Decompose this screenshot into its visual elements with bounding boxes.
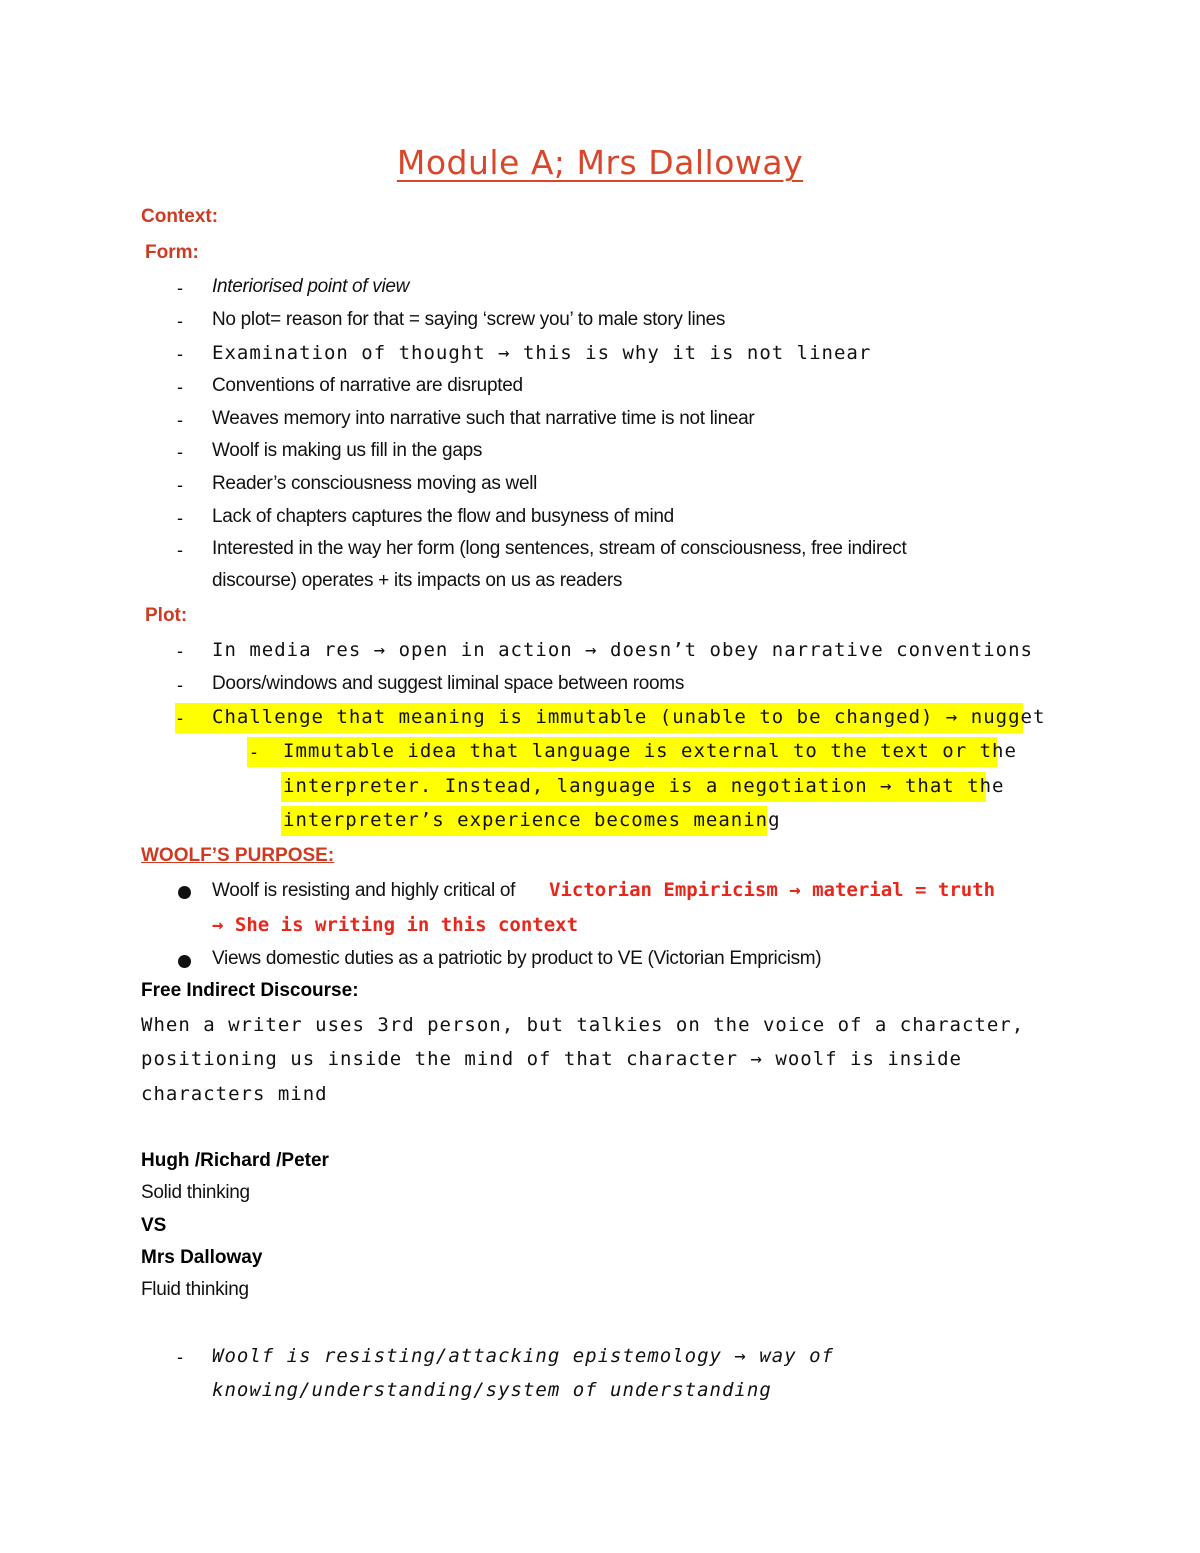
- bullet-icon: [178, 886, 191, 899]
- fid-heading: Free Indirect Discourse:: [141, 980, 359, 1001]
- list-item: Doors/windows and suggest liminal space between rooms: [212, 673, 685, 694]
- list-item: In media res → open in action → doesn’t obey narrative conventions: [212, 639, 1033, 661]
- list-item: Woolf is making us fill in the gaps: [212, 440, 483, 461]
- context-heading: Context:: [141, 206, 219, 227]
- list-item: Lack of chapters captures the flow and busyness of mind: [212, 506, 674, 527]
- list-dash: -: [177, 675, 183, 695]
- list-dash: -: [177, 708, 183, 728]
- plot-heading: Plot:: [145, 605, 188, 626]
- list-dash: -: [177, 377, 183, 397]
- sub-list-item-continuation: interpreter. Instead, language is a negotiation → that the: [283, 775, 1005, 797]
- purpose-heading: WOOLF’S PURPOSE:: [141, 845, 335, 866]
- list-item-continuation: discourse) operates + its impacts on us as readers: [212, 570, 623, 591]
- list-item: Views domestic duties as a patriotic by product to VE (Victorian Empricism): [212, 948, 822, 969]
- sub-list-item: Immutable idea that language is external to the text or the: [283, 740, 1017, 762]
- list-item-continuation: knowing/understanding/system of understanding: [212, 1379, 772, 1401]
- list-item: Woolf is resisting and highly critical of: [212, 880, 516, 901]
- comparison-a-text: Solid thinking: [141, 1182, 250, 1203]
- list-item: Interested in the way her form (long sentences, stream of consciousness, free indirect: [212, 538, 907, 559]
- list-dash: -: [177, 1347, 183, 1367]
- list-item: Challenge that meaning is immutable (unable to be changed) → nugget: [212, 706, 1046, 728]
- comparison-b-heading: Mrs Dalloway: [141, 1247, 263, 1268]
- list-dash: -: [177, 278, 183, 298]
- list-item: Woolf is resisting/attacking epistemology → way of: [212, 1345, 834, 1367]
- list-dash: -: [251, 742, 257, 762]
- list-dash: -: [177, 442, 183, 462]
- paragraph-line: characters mind: [141, 1083, 328, 1105]
- sub-list-item-continuation: interpreter’s experience becomes meaning: [283, 809, 781, 831]
- form-heading: Form:: [145, 242, 199, 263]
- list-dash: -: [177, 344, 183, 364]
- list-item: Weaves memory into narrative such that narrative time is not linear: [212, 408, 755, 429]
- emphasis-text: Victorian Empiricism → material = truth: [549, 879, 996, 901]
- list-item: Examination of thought → this is why it is not linear: [212, 342, 872, 364]
- list-dash: -: [177, 641, 183, 661]
- list-dash: -: [177, 540, 183, 560]
- comparison-a-heading: Hugh /Richard /Peter: [141, 1150, 329, 1171]
- list-dash: -: [177, 508, 183, 528]
- emphasis-text-continuation: → She is writing in this context: [212, 914, 579, 936]
- list-dash: -: [177, 311, 183, 331]
- list-dash: -: [177, 475, 183, 495]
- comparison-b-text: Fluid thinking: [141, 1279, 249, 1300]
- list-item: Interiorised point of view: [212, 276, 410, 297]
- paragraph-line: positioning us inside the mind of that character → woolf is inside: [141, 1048, 962, 1070]
- list-item: Reader’s consciousness moving as well: [212, 473, 538, 494]
- bullet-icon: [178, 955, 191, 968]
- list-item: Conventions of narrative are disrupted: [212, 375, 523, 396]
- paragraph-line: When a writer uses 3rd person, but talkies on the voice of a character,: [141, 1014, 1025, 1036]
- list-dash: -: [177, 410, 183, 430]
- vs-label: VS: [141, 1215, 167, 1236]
- page-title: Module A; Mrs Dalloway: [396, 143, 804, 182]
- list-item: No plot= reason for that = saying ‘screw you’ to male story lines: [212, 309, 726, 330]
